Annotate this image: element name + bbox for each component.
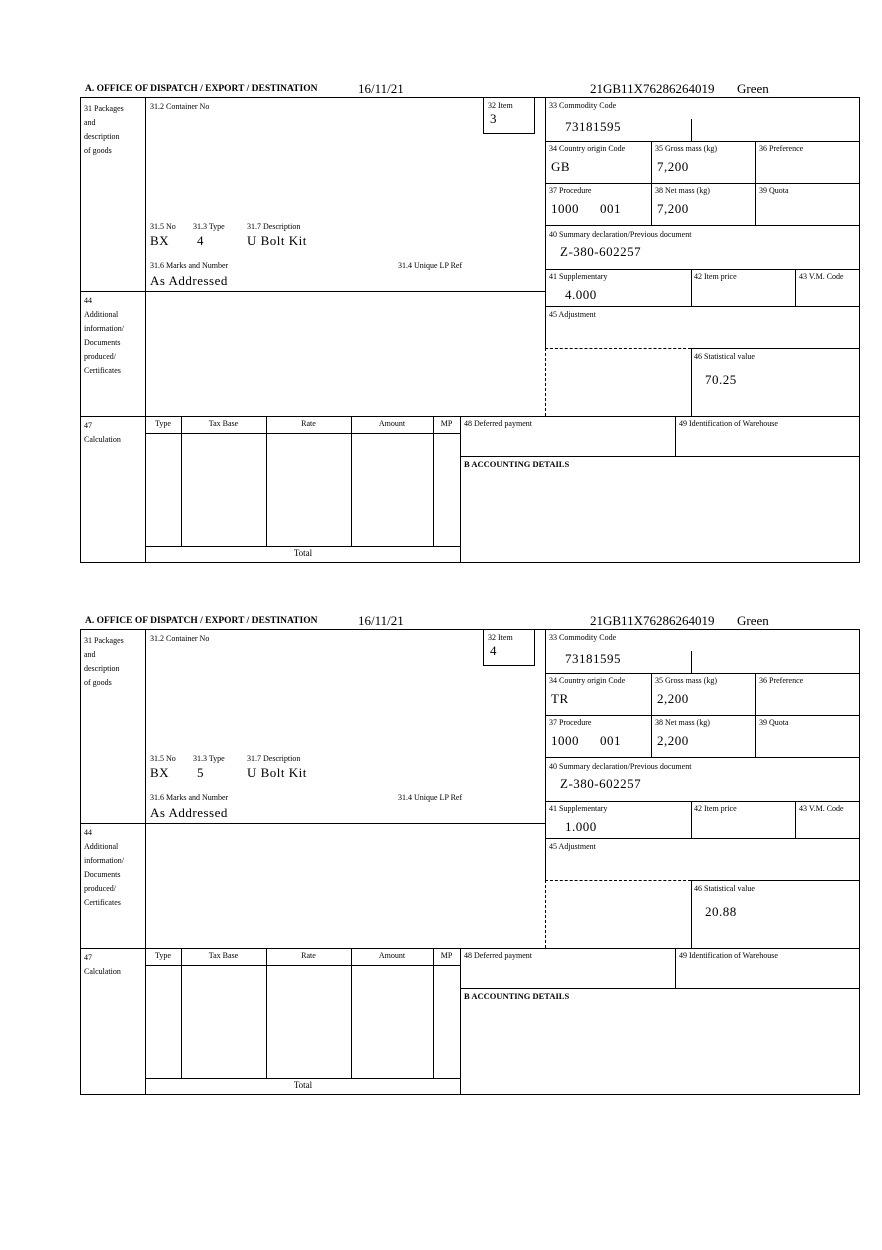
procedure-code-value: 1000 xyxy=(551,201,579,216)
supplementary-units-value: 4.000 xyxy=(565,287,597,302)
grid-line xyxy=(266,948,267,1078)
box35-label: 35 Gross mass (kg) xyxy=(655,676,717,685)
box40-label: 40 Summary declaration/Previous document xyxy=(549,762,692,771)
box36-label: 36 Preference xyxy=(759,676,804,685)
grid-line xyxy=(81,291,545,292)
grid-line xyxy=(691,880,859,881)
box37-label: 37 Procedure xyxy=(549,186,592,195)
box44-label xyxy=(84,826,124,910)
grid-line xyxy=(460,988,859,989)
procedure-code-2-value: 001 xyxy=(600,201,621,216)
box32-label: 32 Item xyxy=(488,633,513,642)
declaration-form-grid xyxy=(80,629,860,1095)
grid-line xyxy=(545,757,859,758)
grid-line xyxy=(545,306,859,307)
accounting-details-label: B ACCOUNTING DETAILS xyxy=(464,459,570,469)
box44-label-line: Certificates xyxy=(84,366,121,375)
box34-label: 34 Country origin Code xyxy=(549,144,626,153)
accounting-details-label: B ACCOUNTING DETAILS xyxy=(464,991,570,1001)
declaration-item-copy xyxy=(80,612,860,1117)
dashed-grid-line xyxy=(545,880,546,948)
grid-line xyxy=(545,673,859,674)
net-mass-value: 2,200 xyxy=(657,733,689,748)
box31-label-line: of goods xyxy=(84,678,112,687)
box47-label-line: Calculation xyxy=(84,435,121,444)
table-header-type: Type xyxy=(155,951,171,960)
box31-2-label: 31.2 Container No xyxy=(150,634,210,643)
box44-label-line: Documents xyxy=(84,870,121,879)
grid-line xyxy=(691,801,692,838)
box41-label: 41 Supplementary xyxy=(549,272,608,281)
procedure-code-value: 1000 xyxy=(551,733,579,748)
dispatch-date: 16/11/21 xyxy=(358,613,404,628)
box36-label: 36 Preference xyxy=(759,144,804,153)
box46-label: 46 Statistical value xyxy=(694,884,755,893)
grid-line xyxy=(545,715,859,716)
box31-7-label: 31.7 Description xyxy=(247,754,301,763)
box38-label: 38 Net mass (kg) xyxy=(655,186,710,195)
section-header xyxy=(80,612,860,629)
box32-label: 32 Item xyxy=(488,101,513,110)
box44-label xyxy=(84,294,124,378)
box31-label-line: of goods xyxy=(84,146,112,155)
box39-label: 39 Quota xyxy=(759,186,789,195)
box31-7-label: 31.7 Description xyxy=(247,222,301,231)
box31-2-label: 31.2 Container No xyxy=(150,102,210,111)
grid-line xyxy=(545,630,546,880)
box47-label-line: 47 xyxy=(84,953,92,962)
table-header-tax-base: Tax Base xyxy=(208,951,239,960)
box31-5-label: 31.5 No xyxy=(150,222,176,231)
box32-item xyxy=(483,98,535,134)
grid-line xyxy=(460,456,859,457)
grid-line xyxy=(145,630,146,1094)
grid-line xyxy=(145,965,460,966)
grid-line xyxy=(691,119,692,141)
statistical-value: 20.88 xyxy=(705,904,737,919)
box31-4-label: 31.4 Unique LP Ref xyxy=(398,793,463,802)
grid-line xyxy=(266,416,267,546)
box42-label: 42 Item price xyxy=(694,272,737,281)
box31-label-line: 31 Packages xyxy=(84,636,124,645)
box49-label: 49 Identification of Warehouse xyxy=(679,951,778,960)
box35-label: 35 Gross mass (kg) xyxy=(655,144,717,153)
box47-label xyxy=(84,951,121,979)
box48-label: 48 Deferred payment xyxy=(464,419,532,428)
grid-line xyxy=(145,546,460,547)
box31-label-line: description xyxy=(84,132,120,141)
net-mass-value: 7,200 xyxy=(657,201,689,216)
box40-label: 40 Summary declaration/Previous document xyxy=(549,230,692,239)
grid-line xyxy=(81,948,859,949)
box33-label: 33 Commodity Code xyxy=(549,101,617,110)
box49-label: 49 Identification of Warehouse xyxy=(679,419,778,428)
box47-label xyxy=(84,419,121,447)
item-number-value: 3 xyxy=(490,111,497,126)
gross-mass-value: 2,200 xyxy=(657,691,689,706)
total-label: Total xyxy=(293,1080,313,1090)
grid-line xyxy=(691,348,859,349)
grid-line xyxy=(795,801,796,838)
box31-6-label: 31.6 Marks and Number xyxy=(150,793,229,802)
item-number-value: 4 xyxy=(490,643,497,658)
grid-line xyxy=(181,948,182,1078)
grid-line xyxy=(675,416,676,456)
grid-line xyxy=(545,225,859,226)
box39-label: 39 Quota xyxy=(759,718,789,727)
box31-label-line: and xyxy=(84,650,96,659)
grid-line xyxy=(545,183,859,184)
declaration-form-grid xyxy=(80,97,860,563)
statistical-value: 70.25 xyxy=(705,372,737,387)
table-header-amount: Amount xyxy=(378,419,406,428)
box46-label: 46 Statistical value xyxy=(694,352,755,361)
declaration-item-copy xyxy=(80,80,860,585)
declaration-reference: 21GB11X76286264019 xyxy=(590,81,715,96)
supplementary-units-value: 1.000 xyxy=(565,819,597,834)
office-of-dispatch-label: A. OFFICE OF DISPATCH / EXPORT / DESTINATION xyxy=(85,84,318,94)
box47-label-line: Calculation xyxy=(84,967,121,976)
grid-line xyxy=(181,416,182,546)
grid-line xyxy=(433,416,434,546)
box44-label-line: 44 xyxy=(84,828,92,837)
box44-label-line: information/ xyxy=(84,856,124,865)
box45-label: 45 Adjustment xyxy=(549,842,596,851)
package-type-value: 4 xyxy=(197,233,204,248)
grid-line xyxy=(81,416,859,417)
box34-label: 34 Country origin Code xyxy=(549,676,626,685)
grid-line xyxy=(460,948,461,1094)
package-kind-value: BX xyxy=(150,233,170,248)
grid-line xyxy=(545,98,546,348)
marks-numbers-value: As Addressed xyxy=(150,273,228,288)
box44-label-line: Documents xyxy=(84,338,121,347)
grid-line xyxy=(460,416,461,562)
grid-line xyxy=(145,433,460,434)
box33-label: 33 Commodity Code xyxy=(549,633,617,642)
box48-label: 48 Deferred payment xyxy=(464,951,532,960)
box31-label xyxy=(84,102,124,158)
country-origin-value: TR xyxy=(551,691,569,706)
grid-line xyxy=(691,651,692,673)
procedure-code-2-value: 001 xyxy=(600,733,621,748)
box44-label-line: Certificates xyxy=(84,898,121,907)
box31-label xyxy=(84,634,124,690)
grid-line xyxy=(691,269,692,306)
commodity-code-value: 73181595 xyxy=(565,119,621,134)
table-header-type: Type xyxy=(155,419,171,428)
grid-line xyxy=(795,269,796,306)
grid-line xyxy=(351,416,352,546)
dashed-grid-line xyxy=(545,348,691,349)
box32-item xyxy=(483,630,535,666)
box44-label-line: Additional xyxy=(84,310,119,319)
box44-label-line: information/ xyxy=(84,324,124,333)
box45-label: 45 Adjustment xyxy=(549,310,596,319)
previous-document-value: Z-380-602257 xyxy=(560,776,642,791)
marks-numbers-value: As Addressed xyxy=(150,805,228,820)
grid-line xyxy=(351,948,352,1078)
goods-description-value: U Bolt Kit xyxy=(247,233,307,248)
goods-description-value: U Bolt Kit xyxy=(247,765,307,780)
box43-label: 43 V.M. Code xyxy=(799,804,844,813)
office-of-dispatch-label: A. OFFICE OF DISPATCH / EXPORT / DESTINATION xyxy=(85,616,318,626)
grid-line xyxy=(545,838,859,839)
commodity-code-value: 73181595 xyxy=(565,651,621,666)
section-header xyxy=(80,80,860,97)
box31-3-label: 31.3 Type xyxy=(193,222,225,231)
table-header-mp: MP xyxy=(440,951,453,960)
package-kind-value: BX xyxy=(150,765,170,780)
grid-line xyxy=(81,823,545,824)
grid-line xyxy=(145,1078,460,1079)
box44-label-line: 44 xyxy=(84,296,92,305)
box31-5-label: 31.5 No xyxy=(150,754,176,763)
dashed-grid-line xyxy=(545,880,691,881)
box31-3-label: 31.3 Type xyxy=(193,754,225,763)
box31-label-line: description xyxy=(84,664,120,673)
dashed-grid-line xyxy=(545,348,546,416)
grid-line xyxy=(545,801,859,802)
box44-label-line: Additional xyxy=(84,842,119,851)
grid-line xyxy=(691,348,692,416)
box31-label-line: 31 Packages xyxy=(84,104,124,113)
box42-label: 42 Item price xyxy=(694,804,737,813)
box41-label: 41 Supplementary xyxy=(549,804,608,813)
box37-label: 37 Procedure xyxy=(549,718,592,727)
box43-label: 43 V.M. Code xyxy=(799,272,844,281)
total-label: Total xyxy=(293,548,313,558)
table-header-tax-base: Tax Base xyxy=(208,419,239,428)
box31-label-line: and xyxy=(84,118,96,127)
grid-line xyxy=(691,880,692,948)
box44-label-line: produced/ xyxy=(84,884,116,893)
package-type-value: 5 xyxy=(197,765,204,780)
grid-line xyxy=(545,141,859,142)
table-header-mp: MP xyxy=(440,419,453,428)
grid-line xyxy=(545,269,859,270)
grid-line xyxy=(145,98,146,562)
table-header-amount: Amount xyxy=(378,951,406,960)
box31-6-label: 31.6 Marks and Number xyxy=(150,261,229,270)
box38-label: 38 Net mass (kg) xyxy=(655,718,710,727)
declaration-reference: 21GB11X76286264019 xyxy=(590,613,715,628)
routing-channel: Green xyxy=(737,81,769,96)
routing-channel: Green xyxy=(737,613,769,628)
grid-line xyxy=(675,948,676,988)
box31-4-label: 31.4 Unique LP Ref xyxy=(398,261,463,270)
box44-label-line: produced/ xyxy=(84,352,116,361)
box47-label-line: 47 xyxy=(84,421,92,430)
table-header-rate: Rate xyxy=(301,951,316,960)
dispatch-date: 16/11/21 xyxy=(358,81,404,96)
table-header-rate: Rate xyxy=(301,419,316,428)
previous-document-value: Z-380-602257 xyxy=(560,244,642,259)
gross-mass-value: 7,200 xyxy=(657,159,689,174)
grid-line xyxy=(433,948,434,1078)
country-origin-value: GB xyxy=(551,159,571,174)
